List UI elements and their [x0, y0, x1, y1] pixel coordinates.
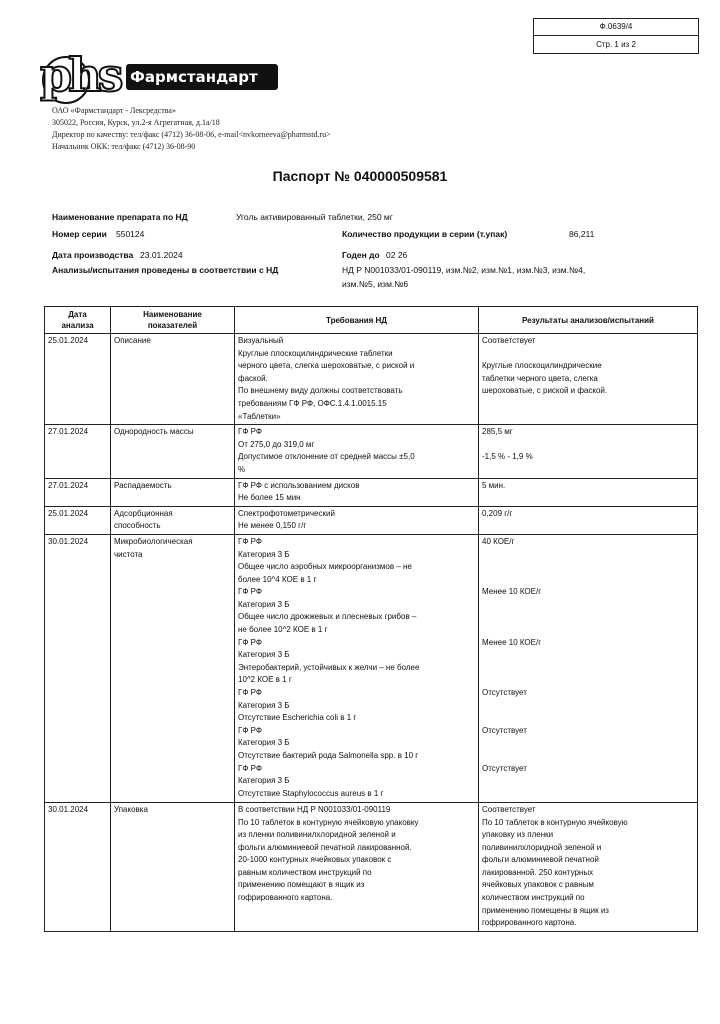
cell-result-line [482, 574, 694, 587]
cell-requirement-line: Категория 3 Б [238, 738, 290, 748]
cell-requirement-line: ГФ РФ [238, 688, 262, 698]
production-date-label: Дата производства [52, 250, 134, 260]
production-date-value: 23.01.2024 [140, 250, 183, 260]
cell-requirement-line: более 10^4 КОЕ в 1 г [238, 574, 317, 584]
series-label: Номер серии [52, 229, 107, 239]
cell-requirement-line: Отсутствие Escherichia coli в 1 г [238, 713, 357, 723]
cell-indicator [111, 802, 235, 931]
form-code-box [533, 18, 699, 54]
cell-indicator [111, 425, 235, 478]
cell-requirement-line: По внешнему виду должны соответствовать [238, 386, 403, 396]
cell-requirement-line: не более 10^2 КОЕ в 1 г [238, 625, 328, 635]
cell-result-line: 0,209 г/г [482, 508, 513, 518]
cell-requirement-line: черного цвета, слегка шероховатые, с риской и [238, 361, 415, 371]
cell-requirement-line: ГФ РФ с использованием дисков [238, 480, 360, 490]
cell-result-line: фольги алюминиевой печатной [482, 855, 599, 865]
page-title: Паспорт № 040000509581 [272, 168, 448, 184]
cell-requirement-line: Отсутствие бактерий рода Salmonella spp. в 10 г [238, 751, 419, 760]
product-value: Уголь активированный таблетки, 250 мг [236, 212, 393, 222]
cell-result-line: Круглые плоскоцилиндрические [482, 361, 602, 371]
quantity-label: Количество продукции в серии (т.упак) [342, 229, 508, 239]
cell-requirement [235, 506, 479, 534]
table-row [45, 334, 698, 425]
cell-result-line [482, 649, 694, 662]
cell-result-line [482, 737, 694, 750]
cell-result-line: Менее 10 КОЕ/г [482, 637, 542, 647]
cell-date: 27.01.2024 [45, 478, 111, 506]
cell-indicator-line: Микробиологическая [114, 536, 193, 546]
cell-result-line: поливинилхлоридной зеленой и [482, 842, 602, 852]
cell-result-line [482, 561, 694, 574]
cell-requirement-line: Допустимое отклонение от средней массы ±5,0 [238, 452, 415, 462]
cell-result-line: Отсутствует [482, 688, 527, 698]
cell-result-line [482, 599, 694, 612]
cell-date: 30.01.2024 [45, 802, 111, 931]
header-results: Результаты анализов/испытаний [479, 307, 698, 334]
cell-requirement [235, 534, 479, 802]
cell-result-line: гофрированного картона. [482, 918, 577, 928]
cell-requirement-line: Визуальный [238, 336, 284, 345]
cell-requirement-line: ГФ РФ [238, 587, 262, 597]
table-row [45, 478, 698, 506]
cell-requirement-line: Общее число дрожжевых и плесневых грибов – [238, 612, 417, 622]
page-counter: Стр. 1 из 2 [596, 40, 636, 49]
cell-requirement-line: % [238, 464, 246, 474]
cell-result-line: -1,5 % - 1,9 % [482, 452, 533, 462]
tests-label: Анализы/испытания проведены в соответствии с НД [52, 265, 279, 275]
cell-requirement-line: фаской. [238, 373, 268, 383]
cell-requirement-line: Спектрофотометрический [238, 508, 335, 518]
cell-requirement-line: фольги алюминиевой печатной лакированной. [238, 842, 412, 852]
expiry-value: 02 26 [386, 250, 408, 260]
cell-indicator-line: Однородность массы [114, 427, 194, 437]
company-address: 305022, Россия, Курск, ул.2-я Агрегатная, д.1а/18 [52, 118, 220, 127]
cell-requirement-line: гофрированного картона. [238, 893, 333, 903]
header-indicator: Наименование показателей [111, 307, 235, 334]
cell-indicator-line: способность [114, 521, 161, 531]
cell-requirement-line: В соответствии НД Р N001033/01-090119 [238, 804, 391, 814]
cell-requirement-line: применению помещают в ящик из [238, 880, 365, 890]
cell-date: 30.01.2024 [45, 534, 111, 802]
form-code: Ф.0639/4 [534, 19, 698, 36]
cell-indicator [111, 334, 235, 425]
cell-result [479, 478, 698, 506]
cell-indicator-line: чистота [114, 549, 143, 559]
cell-requirement-line: равным количеством инструкций по [238, 867, 372, 877]
cell-requirement-line: ГФ РФ [238, 536, 262, 546]
cell-requirement [235, 802, 479, 931]
table-row [45, 425, 698, 478]
cell-result [479, 425, 698, 478]
series-value: 550124 [116, 229, 145, 239]
cell-requirement-line: Не более 15 мин [238, 493, 301, 503]
cell-indicator [111, 534, 235, 802]
cell-requirement [235, 334, 479, 425]
cell-indicator-line: Распадаемость [114, 480, 172, 490]
header-date: Дата анализа [45, 307, 111, 334]
cell-indicator [111, 478, 235, 506]
cell-requirement-line: Отсутствие Staphylococcus aureus в 1 г [238, 788, 384, 798]
cell-result-line [482, 549, 694, 562]
cell-result-line: Отсутствует [482, 763, 527, 773]
cell-result-line [482, 439, 694, 452]
okk-head-contact: Начальник ОКК: тел/факс (4712) 36-08-90 [52, 142, 196, 151]
cell-requirement-line: Категория 3 Б [238, 549, 290, 559]
cell-requirement-line: из пленки поливинилхлоридной зеленой и [238, 830, 396, 840]
cell-requirement-line: ГФ РФ [238, 637, 262, 647]
cell-requirement-line: От 275,0 до 319,0 мг [238, 439, 315, 449]
cell-result-line [482, 662, 694, 675]
cell-requirement-line: Общее число аэробных микроорганизмов – не [238, 562, 412, 572]
cell-requirement-line: 10^2 КОЕ в 1 г [238, 675, 292, 685]
cell-result-line: Соответствует [482, 336, 536, 345]
cell-requirement-line: ГФ РФ [238, 763, 262, 773]
cell-requirement [235, 425, 479, 478]
cell-result [479, 802, 698, 931]
cell-requirement-line: требованиям ГФ РФ, ОФС.1.4.1.0015.15 [238, 398, 387, 408]
cell-requirement-line: Не менее 0,150 г/г [238, 521, 307, 531]
product-label: Наименование препарата по НД [52, 212, 188, 222]
cell-result-line: лакированной. 250 контурных [482, 867, 594, 877]
cell-result-line [482, 348, 694, 361]
table-row [45, 534, 698, 802]
cell-result-line [482, 712, 694, 725]
cell-requirement-line: 20-1000 контурных ячейковых упаковок с [238, 855, 392, 865]
cell-indicator-line: Адсорбционная [114, 508, 173, 518]
company-logo [40, 48, 258, 102]
cell-requirement-line: Круглые плоскоцилиндрические таблетки [238, 348, 393, 358]
logo-wordmark: Фармстандарт [126, 64, 278, 90]
quantity-value: 86,211 [569, 229, 595, 239]
cell-requirement-line: «Таблетки» [238, 411, 281, 421]
cell-result-line: 5 мин. [482, 480, 506, 490]
cell-result-line: Соответствует [482, 804, 536, 814]
cell-indicator-line: Упаковка [114, 804, 148, 814]
logo-mark: phs [40, 48, 120, 102]
cell-requirement [235, 478, 479, 506]
cell-result-line [482, 750, 694, 763]
quality-director-contact: Директор по качеству: тел/факс (4712) 36-08-06, e-mail<nvkorneeva@pharmstd.ru> [52, 130, 331, 139]
cell-result-line [482, 674, 694, 687]
analysis-table [44, 306, 698, 932]
cell-result [479, 334, 698, 425]
cell-result-line: упаковку из пленки [482, 830, 554, 840]
cell-result-line [482, 611, 694, 624]
cell-date: 25.01.2024 [45, 334, 111, 425]
cell-result-line [482, 700, 694, 713]
cell-result-line: Менее 10 КОЕ/г [482, 587, 542, 597]
cell-result-line: таблетки черного цвета, слегка [482, 373, 598, 383]
cell-result-line: ячейковых упаковок с равным [482, 880, 594, 890]
nd-reference-line2: изм.№5, изм.№6 [342, 279, 409, 289]
cell-result-line: 40 КОЕ/г [482, 536, 515, 546]
header-requirements: Требования НД [235, 307, 479, 334]
cell-result-line: применению помещены в ящик из [482, 905, 609, 915]
cell-result-line: По 10 таблеток в контурную ячейковую [482, 817, 628, 827]
table-row [45, 802, 698, 931]
cell-requirement-line: Категория 3 Б [238, 776, 290, 786]
cell-date: 27.01.2024 [45, 425, 111, 478]
cell-result [479, 534, 698, 802]
company-name: ОАО «Фармстандарт - Лексредства» [52, 106, 176, 115]
cell-indicator-line: Описание [114, 336, 151, 345]
cell-requirement-line: Категория 3 Б [238, 650, 290, 660]
cell-requirement-line: ГФ РФ [238, 427, 262, 437]
cell-result-line: количеством инструкций по [482, 893, 585, 903]
cell-indicator [111, 506, 235, 534]
cell-result-line: шероховатые, с риской и фаской. [482, 386, 608, 396]
cell-result-line [482, 624, 694, 637]
cell-result-line: Отсутствует [482, 725, 527, 735]
cell-result-line: 285,5 мг [482, 427, 513, 437]
table-row [45, 506, 698, 534]
cell-requirement-line: По 10 таблеток в контурную ячейковую упаковку [238, 817, 419, 827]
nd-reference-line1: НД Р N001033/01-090119, изм.№2, изм.№1, изм.№3, изм.№4, [342, 265, 586, 275]
cell-requirement-line: Категория 3 Б [238, 700, 290, 710]
table-header-row [45, 307, 698, 334]
cell-requirement-line: ГФ РФ [238, 725, 262, 735]
cell-requirement-line: Категория 3 Б [238, 599, 290, 609]
cell-date: 25.01.2024 [45, 506, 111, 534]
expiry-label: Годен до [342, 250, 380, 260]
cell-result [479, 506, 698, 534]
cell-requirement-line: Энтеробактерий, устойчивых к желчи – не более [238, 662, 420, 672]
